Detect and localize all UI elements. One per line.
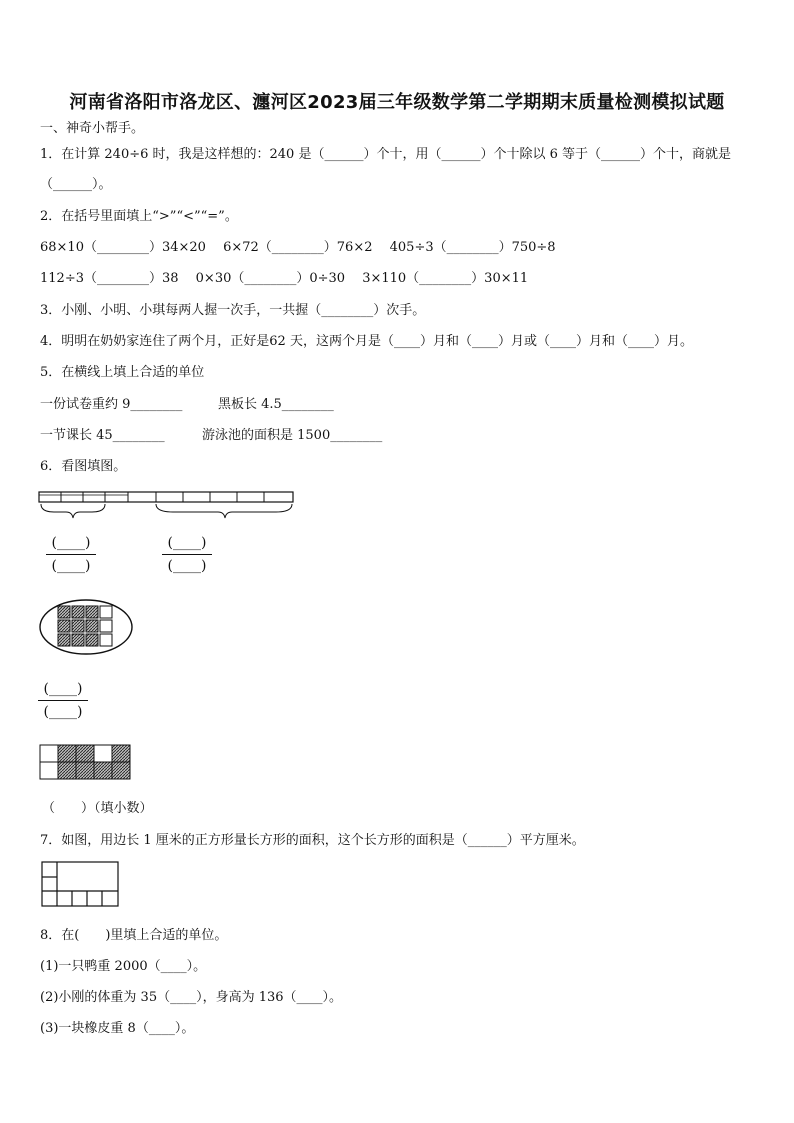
question-2: 2．在括号里面填上“>”“<”“=”。	[40, 209, 238, 224]
question-7: 7．如图，用边长 1 厘米的正方形量长方形的面积，这个长方形的面积是（______）平方厘米。	[40, 833, 585, 848]
segmented-bar-figure	[38, 488, 298, 522]
question-8-item-1: (1)一只鸭重 2000（____）。	[40, 959, 207, 974]
denominator-blank: (____)	[51, 558, 91, 574]
fraction-blank-3	[38, 680, 88, 721]
question-5-item-d: 游泳池的面积是 1500________	[202, 428, 383, 443]
question-5: 5．在横线上填上合适的单位	[40, 365, 205, 380]
question-4: 4．明明在奶奶家连住了两个月，正好是62 天，这两个月是（____）月和（____）月或（____）月和（____）月。	[40, 334, 693, 349]
numerator-blank: (____)	[167, 535, 207, 551]
fraction-bar	[162, 554, 212, 555]
question-6: 6．看图填图。	[40, 459, 127, 474]
fraction-bar	[46, 554, 96, 555]
fraction-blank-1	[46, 534, 96, 575]
rectangle-area-figure	[40, 860, 122, 908]
question-5-item-c: 一节课长 45________	[40, 428, 165, 443]
question-2-row-1: 68×10（________）34×20 6×72（________）76×2 405÷3（________）750÷8	[40, 240, 556, 255]
question-5-item-a: 一份试卷重约 9________	[40, 397, 183, 412]
question-8-item-2: (2)小刚的体重为 35（____），身高为 136（____）。	[40, 990, 343, 1005]
denominator-blank: (____)	[43, 704, 83, 720]
page-title: 河南省洛阳市洛龙区、瀍河区2023届三年级数学第二学期期末质量检测模拟试题	[69, 92, 725, 113]
question-8: 8．在( )里填上合适的单位。	[40, 928, 228, 943]
question-2-row-2: 112÷3（________）38 0×30（________）0÷30 3×110（________）30×11	[40, 271, 529, 286]
question-8-item-3: (3)一块橡皮重 8（____）。	[40, 1021, 195, 1036]
fraction-blank-2	[162, 534, 212, 575]
fraction-bar	[38, 700, 88, 701]
question-3: 3．小刚、小明、小琪每两人握一次手，一共握（________）次手。	[40, 303, 426, 318]
section-heading: 一、神奇小帮手。	[40, 121, 145, 136]
denominator-blank: (____)	[167, 558, 207, 574]
decimal-answer-blank: （ ）（填小数）	[42, 801, 153, 816]
question-1: 1．在计算 240÷6 时，我是这样想的：240 是（______）个十，用（______）个十除以 6 等于（______）个十，商就是	[40, 147, 731, 162]
numerator-blank: (____)	[51, 535, 91, 551]
ellipse-grid-figure	[38, 598, 136, 656]
question-5-item-b: 黑板长 4.5________	[218, 397, 334, 412]
decimal-grid-figure	[38, 744, 140, 780]
numerator-blank: (____)	[43, 681, 83, 697]
question-1-cont: （______）。	[40, 177, 112, 192]
